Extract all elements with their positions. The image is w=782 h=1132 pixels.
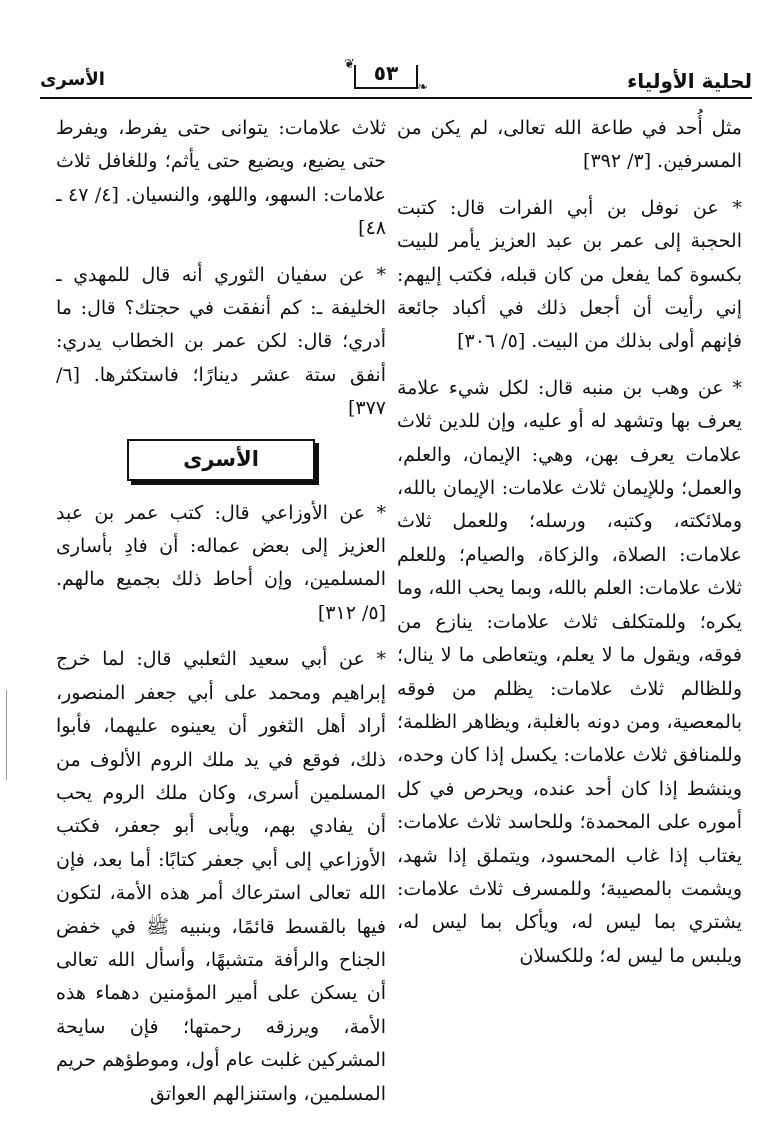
section-heading: الأسرى: [183, 446, 259, 471]
binding-edge: [6, 690, 7, 780]
running-title-section: الأسرى: [40, 69, 105, 90]
page-number: ٥٣: [373, 61, 399, 85]
paragraph: * عن أبي سعيد الثعلبي قال: لما خرج إبراهيم ومحمد على أبي جعفر المنصور، أراد أهل الثغور أن يعينوه عليهما، فأبوا ذلك، فوقع في يد ملك الروم الألوف من المسلمين أسرى، وكان ملك الروم يحب أن يفادي بهم، ويأبى أبو جعفر، فكتب الأوزاعي إلى أبي جعفر كتابًا: أما بعد، فإن الله تعالى استرعاك أمر هذه الأمة، لتكون فيها بالقسط قائمًا، وبنبيه ﷺ في خفض الجناح والرأفة متشبهًا، وأسأل الله تعالى أن يسكن على أمير المؤمنين دهماء هذه الأمة، ويرزقه رحمتها؛ فإن سايحة المشركين غلبت عام أول، وموطؤهم حريم المسلمين، واستنزالهم العواتق: [56, 648, 386, 1105]
paragraph: * عن وهب بن منبه قال: لكل شيء علامة يعرف بها وتشهد له أو عليه، وإن للدين ثلاث علامات يعرف بهن، وهي: الإيمان، والعلم، والعمل؛ وللإيمان ثلاث علامات: الإيمان بالله، وملائكته، وكتبه، ورسله؛ وللعمل ثلاث علامات: الصلاة، والزكاة، والصيام؛ وللعلم ثلاث علامات: العلم بالله، وبما يحب الله، وما يكره؛ وللمتكلف ثلاث علامات: ينازع من فوقه، ويقول ما لا يعلم، ويتعاطى ما لا ينال؛ وللظالم ثلاث علامات: يظلم من فوقه بالمعصية، ومن دونه بالغلبة، ويظاهر الظلمة؛ وللمنافق ثلاث علامات: يكسل إذا كان وحده، وينشط إذا كان أحد عنده، ويحرص في كل أموره على المحمدة؛ وللحاسد ثلاث علامات: يغتاب إذا غاب المحسود، ويتملق إذا شهد، ويشمت بالمصيبة؛ وللمسرف ثلاث علامات: يشتري بما ليس له، ويأكل بما ليس له، ويلبس ما ليس له؛ وللكسلان: [397, 376, 742, 967]
paragraph: * عن سفيان الثوري أنه قال للمهدي ـ الخليفة ـ: كم أنفقت في حجتك؟ قال: ما أدري؛ قال: لكن عمر بن الخطاب يدري: أنفق ستة عشر دينارًا؛ فاستكثرها. [٦/ ٣٧٧]: [56, 263, 386, 420]
running-title-book: لحلية الأولياء: [627, 69, 752, 93]
paragraph: مثل أُحد في طاعة الله تعالى، لم يكن من المسرفين. [٣/ ٣٩٢]: [397, 117, 742, 173]
page-header: [40, 55, 752, 99]
left-column: [56, 112, 386, 1124]
ornament-icon: ❧: [417, 80, 428, 95]
section-heading-box: [127, 439, 315, 481]
ornament-icon: ❦: [344, 57, 355, 72]
paragraph: * عن الأوزاعي قال: كتب عمر بن عبد العزيز إلى بعض عماله: أن فادِ بأسارى المسلمين، وإن أحاط ذلك بجميع مالهم. [٥/ ٣١٢]: [56, 501, 386, 624]
page-number-box: [340, 57, 432, 95]
right-column: [397, 112, 742, 986]
paragraph: * عن نوفل بن أبي الفرات قال: كتبت الحجبة إلى عمر بن عبد العزيز يأمر للبيت بكسوة كما يفعل من كان قبله، فكتب إليهم: إني رأيت أن أجعل ذلك في أكباد جائعة فإنهم أولى بذلك من البيت. [٥/ ٣٠٦]: [397, 196, 742, 353]
paragraph: ثلاث علامات: يتوانى حتى يفرط، ويفرط حتى يضيع، ويضيع حتى يأثم؛ وللغافل ثلاث علامات: السهو، واللهو، والنسيان. [٤/ ٤٧ ـ ٤٨]: [56, 117, 386, 240]
header-rule: [40, 97, 752, 99]
